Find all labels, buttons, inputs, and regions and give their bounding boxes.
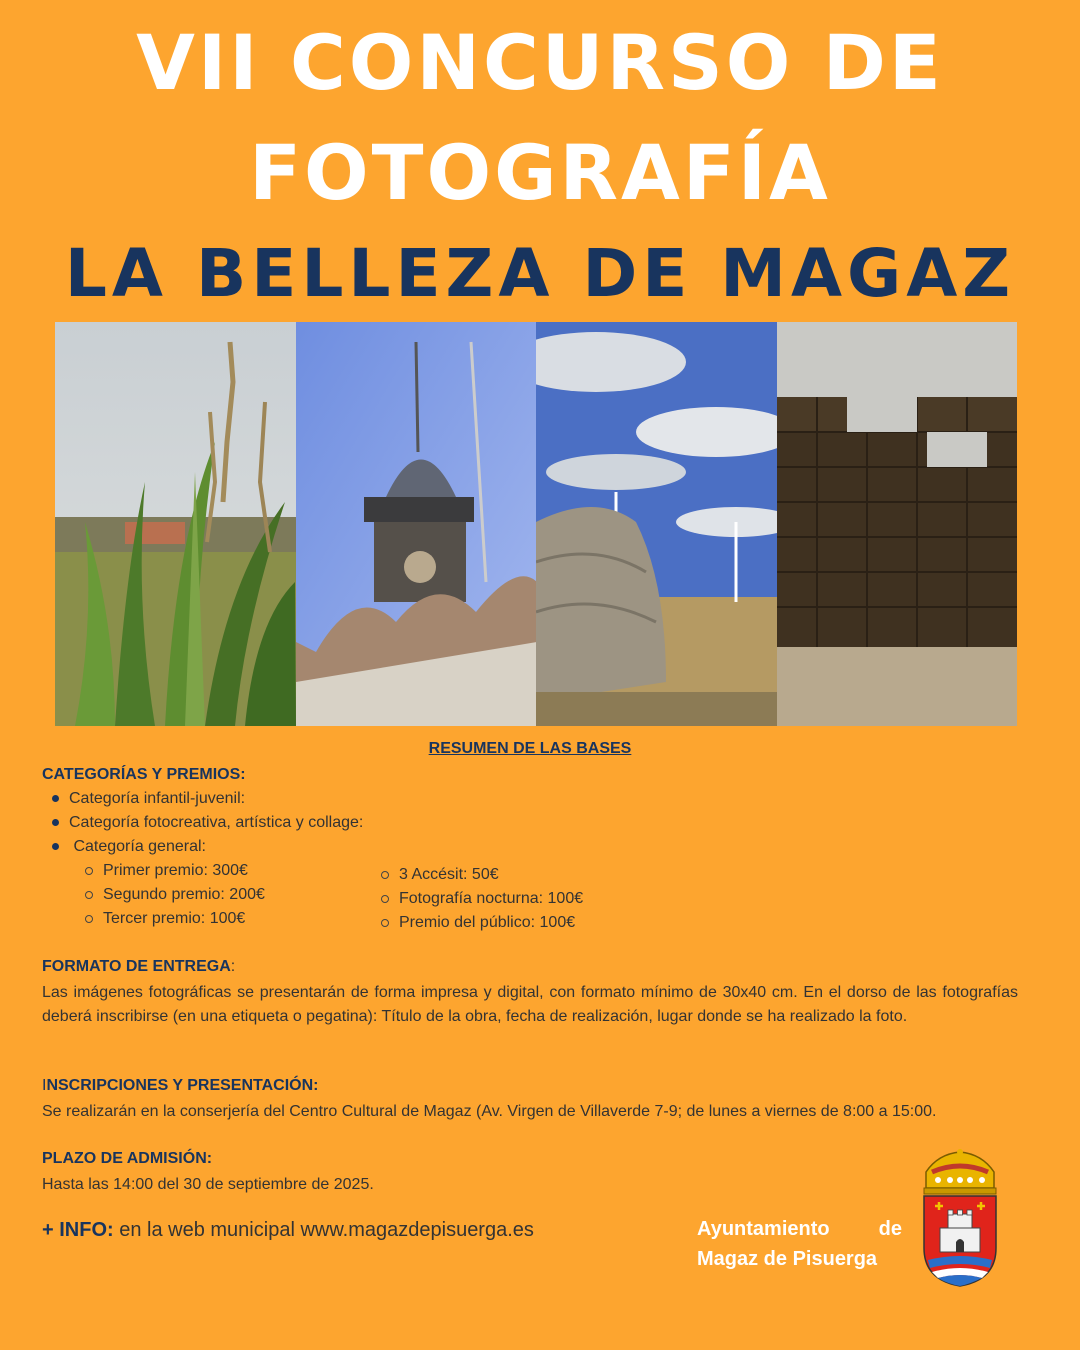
prize-item: Premio del público: 100€ xyxy=(381,914,575,932)
prize-item: Segundo premio: 200€ xyxy=(85,886,265,904)
inscripciones-text: Se realizarán en la conserjería del Centro Cultural de Magaz (Av. Virgen de Villaverde 7-9; de lunes a viernes de 8:00 a 15:00. xyxy=(42,1103,937,1120)
info-label: + INFO: xyxy=(42,1219,114,1241)
prize-item: Tercer premio: 100€ xyxy=(85,910,245,928)
prize-item: Primer premio: 300€ xyxy=(85,862,248,880)
list-item: Categoría infantil-juvenil: xyxy=(52,790,245,808)
prize-item: 3 Accésit: 50€ xyxy=(381,866,499,884)
summary-title: RESUMEN DE LAS BASES xyxy=(428,740,632,757)
title-line-2: FOTOGRAFÍA xyxy=(249,128,831,217)
photo-bell-tower xyxy=(296,322,537,726)
photo-stone-hut-windmills xyxy=(536,322,777,726)
list-item: Categoría general: xyxy=(52,838,206,856)
inscripciones-heading: INSCRIPCIONES Y PRESENTACIÓN: xyxy=(42,1077,319,1094)
coat-of-arms-icon xyxy=(918,1148,1002,1288)
town-hall-name: Ayuntamiento de Magaz de Pisuerga xyxy=(697,1218,902,1270)
photo-corn-field xyxy=(55,322,296,726)
photo-collage xyxy=(55,322,1017,726)
list-item: Categoría fotocreativa, artística y collage: xyxy=(52,814,363,832)
formato-text: Las imágenes fotográficas se presentarán de forma impresa y digital, con formato mínimo de 30x40 cm. En el dorso de las fotografías deberá inscribirse (en una etiqueta o pegatina): Título de la obra, fecha de realización, lugar donde se ha realizado la foto. xyxy=(42,984,1018,1025)
plazo-heading: PLAZO DE ADMISIÓN: xyxy=(42,1150,213,1167)
info-line xyxy=(42,1219,534,1242)
subtitle: LA BELLEZA DE MAGAZ xyxy=(64,235,1016,312)
formato-heading: FORMATO DE ENTREGA: xyxy=(42,958,236,975)
info-link[interactable]: en la web municipal www.magazdepisuerga.es xyxy=(113,1219,534,1241)
photo-hay-bales xyxy=(777,322,1018,726)
categories-heading: CATEGORÍAS Y PREMIOS: xyxy=(42,766,246,783)
prize-item: Fotografía nocturna: 100€ xyxy=(381,890,583,908)
title-line-1: VII CONCURSO DE xyxy=(136,18,944,107)
plazo-text: Hasta las 14:00 del 30 de septiembre de 2025. xyxy=(42,1176,374,1193)
